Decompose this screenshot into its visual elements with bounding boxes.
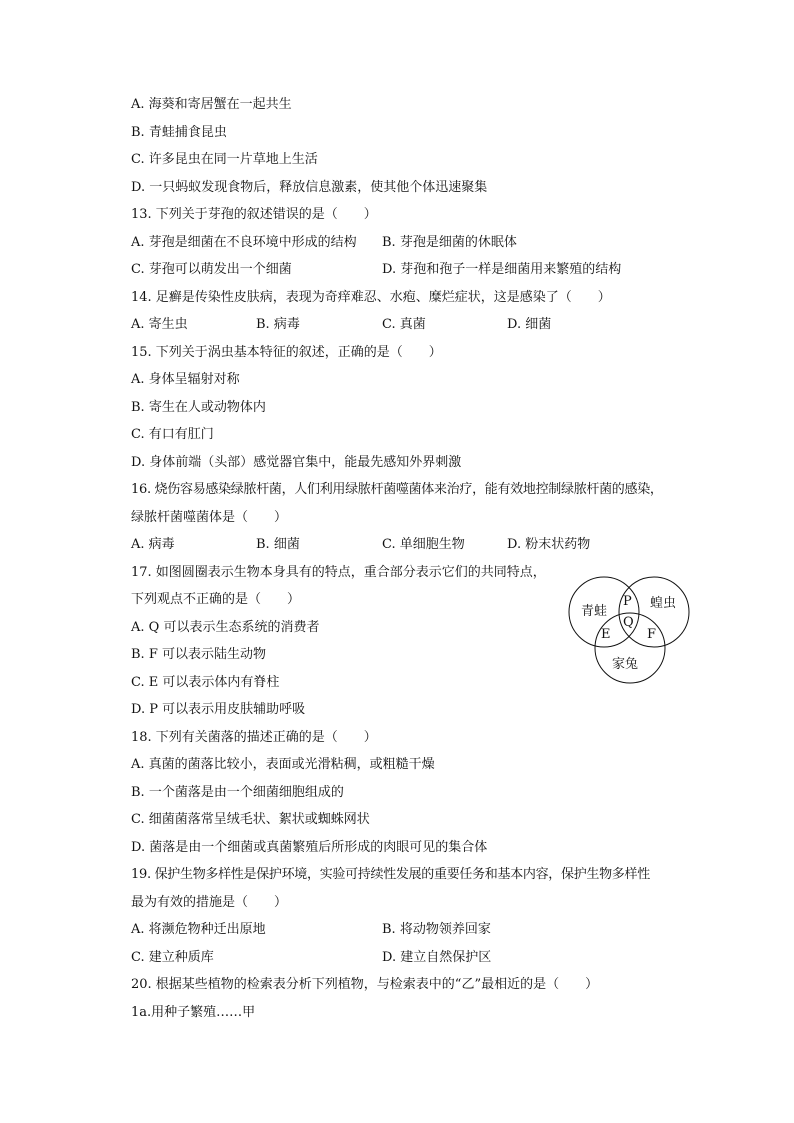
q12-option-b: B. 青蛙捕食昆虫 [131, 125, 227, 140]
q18-option-b: B. 一个菌落是由一个细菌细胞组成的 [131, 785, 344, 800]
q15-option-d: D. 身体前端（头部）感觉器官集中，能最先感知外界刺激 [131, 455, 462, 470]
q15-option-a: A. 身体呈辐射对称 [131, 372, 240, 387]
q18-stem: 18. 下列有关菌落的描述正确的是（ ） [131, 730, 377, 745]
q17-option-b: B. F 可以表示陆生动物 [131, 647, 266, 662]
q19-option-c: C. 建立种质库 [131, 950, 214, 965]
q13-option-d: D. 芽孢和孢子一样是细菌用来繁殖的结构 [382, 262, 622, 277]
q14-option-b: B. 病毒 [256, 317, 300, 332]
q15-option-c: C. 有口有肛门 [131, 427, 214, 442]
q13-option-c: C. 芽孢可以萌发出一个细菌 [131, 262, 292, 277]
q17-option-a: A. Q 可以表示生态系统的消费者 [131, 620, 320, 635]
q14-option-d: D. 细菌 [507, 317, 552, 332]
venn-diagram [568, 574, 692, 686]
q19-stem-line1: 19. 保护生物多样性是保护环境，实验可持续性发展的重要任务和基本内容，保护生物多样性 [131, 867, 650, 882]
q20-stem: 20. 根据某些植物的检索表分析下列植物，与检索表中的“乙”最相近的是（ ） [131, 977, 599, 992]
q19-stem-line2: 最为有效的措施是（ ） [131, 895, 288, 910]
q14-option-c: C. 真菌 [382, 317, 426, 332]
q19-option-d: D. 建立自然保护区 [382, 950, 492, 965]
q17-option-c: C. E 可以表示体内有脊柱 [131, 675, 280, 690]
q18-option-d: D. 菌落是由一个细菌或真菌繁殖后所形成的肉眼可见的集合体 [131, 840, 488, 855]
q17-option-d: D. P 可以表示用皮肤辅助呼吸 [131, 702, 306, 717]
venn-label-frog: 青蛙 [581, 604, 608, 619]
q19-option-b: B. 将动物领养回家 [382, 922, 491, 937]
q12-option-c: C. 许多昆虫在同一片草地上生活 [131, 152, 318, 167]
q16-option-d: D. 粉末状药物 [507, 537, 591, 552]
venn-label-locust: 蝗虫 [650, 596, 677, 611]
q18-option-c: C. 细菌菌落常呈绒毛状、絮状或蜘蛛网状 [131, 812, 370, 827]
q18-option-a: A. 真菌的菌落比较小，表面或光滑粘稠，或粗糙干燥 [131, 757, 435, 772]
q13-option-a: A. 芽孢是细菌在不良环境中形成的结构 [131, 235, 357, 250]
q16-stem-line2: 绿脓杆菌噬菌体是（ ） [131, 510, 288, 525]
q16-option-b: B. 细菌 [256, 537, 300, 552]
q19-option-a: A. 将濒危物种迁出原地 [131, 922, 266, 937]
q12-option-a: A. 海葵和寄居蟹在一起共生 [131, 97, 292, 112]
q13-stem: 13. 下列关于芽孢的叙述错误的是（ ） [131, 207, 377, 222]
q17-stem-line2: 下列观点不正确的是（ ） [131, 592, 301, 607]
q15-option-b: B. 寄生在人或动物体内 [131, 400, 266, 415]
q12-option-d: D. 一只蚂蚁发现食物后，释放信息激素，使其他个体迅速聚集 [131, 180, 488, 195]
q14-stem: 14. 足癣是传染性皮肤病，表现为奇痒难忍、水疱、糜烂症状，这是感染了（ ） [131, 290, 611, 305]
venn-label-f: F [647, 627, 657, 642]
q15-stem: 15. 下列关于涡虫基本特征的叙述，正确的是（ ） [131, 345, 442, 360]
q16-option-c: C. 单细胞生物 [382, 537, 465, 552]
q20-key-line1: 1a.用种子繁殖……甲 [131, 1005, 256, 1020]
q14-option-a: A. 寄生虫 [131, 317, 188, 332]
q16-option-a: A. 病毒 [131, 537, 175, 552]
venn-label-p: P [623, 594, 632, 609]
q16-stem-line1: 16. 烧伤容易感染绿脓杆菌，人们利用绿脓杆菌噬菌体来治疗，能有效地控制绿脓杆菌的感染， [131, 482, 663, 497]
venn-label-rabbit: 家兔 [612, 657, 639, 672]
q13-option-b: B. 芽孢是细菌的休眠体 [382, 235, 517, 250]
venn-label-q: Q [623, 615, 634, 630]
venn-label-e: E [601, 627, 611, 642]
q17-stem-line1: 17. 如图圆圈表示生物本身具有的特点，重合部分表示它们的共同特点， [131, 565, 546, 580]
